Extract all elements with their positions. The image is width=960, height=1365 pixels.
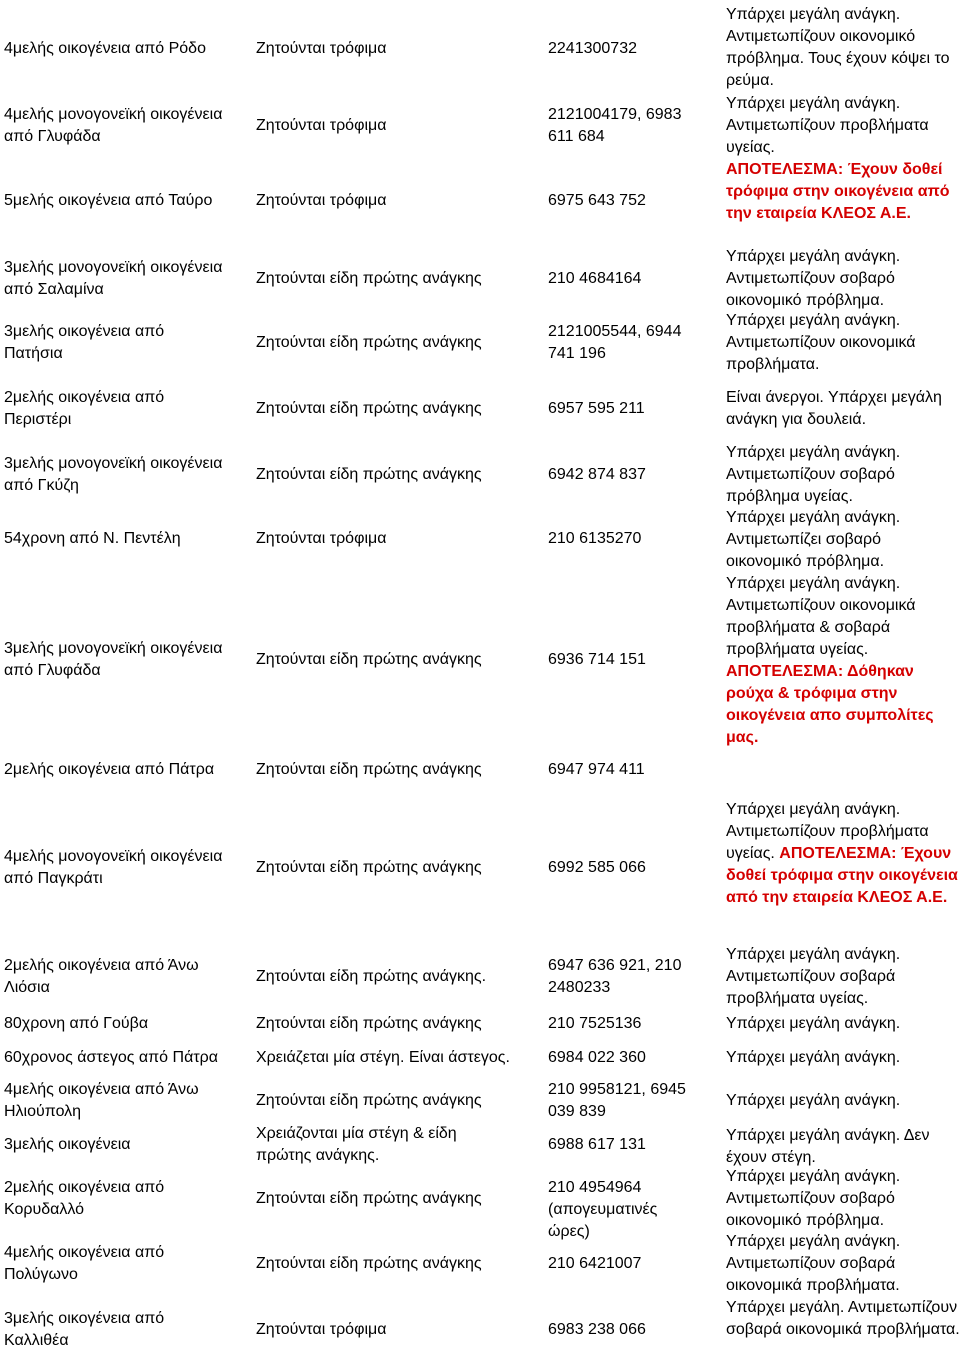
result-note: ΑΠΟΤΕΛΕΣΜΑ: Δόθηκαν ρούχα & τρόφιμα στην οικογένεια απο συμπολίτες μας. (726, 663, 934, 746)
family-cell: 2μελής οικογένεια από Κορυδαλλό (4, 1179, 165, 1218)
family-cell: 3μελής οικογένεια από Καλλιθέα (4, 1310, 165, 1349)
phone-cell: 6947 636 921, 210 2480233 (548, 957, 682, 996)
phone-cell: 210 6135270 (548, 530, 642, 547)
need-cell: Ζητούνται είδη πρώτης ανάγκης (256, 1015, 482, 1032)
phone-cell: 210 6421007 (548, 1255, 642, 1272)
need-cell: Ζητούνται τρόφιμα (256, 192, 387, 209)
phone-cell: 6975 643 752 (548, 192, 646, 209)
phone-cell: 6992 585 066 (548, 859, 646, 876)
family-cell: 60χρονος άστεγος από Πάτρα (4, 1049, 218, 1066)
phone-cell: 6983 238 066 (548, 1321, 646, 1338)
need-cell: Ζητούνται είδη πρώτης ανάγκης (256, 466, 482, 483)
note-cell: Υπάρχει μεγάλη. Αντιμετωπίζουν σοβαρά οικονομικά προβλήματα. (726, 1299, 960, 1338)
note-cell: Υπάρχει μεγάλη ανάγκη. Αντιμετωπίζουν οικονομικό πρόβλημα. Τους έχουν κόψει το ρεύμα. (726, 6, 950, 89)
phone-cell: 6942 874 837 (548, 466, 646, 483)
family-cell: 4μελής μονογονεϊκή οικογένεια από Γλυφάδα (4, 106, 223, 145)
note-cell: Υπάρχει μεγάλη ανάγκη. Αντιμετωπίζουν σοβαρό οικονομικό πρόβλημα. (726, 248, 901, 309)
phone-cell: 2241300732 (548, 40, 637, 57)
note-cell: Υπάρχει μεγάλη ανάγκη. Αντιμετωπίζουν οικονομικά προβλήματα. (726, 312, 916, 373)
family-cell: 4μελής οικογένεια από Ρόδο (4, 40, 206, 57)
note-cell: Υπάρχει μεγάλη ανάγκη. Αντιμετωπίζουν οικονομικά προβλήματα & σοβαρά προβλήματα υγείας. (726, 575, 916, 658)
need-cell: Ζητούνται είδη πρώτης ανάγκης (256, 400, 482, 417)
need-cell: Ζητούνται τρόφιμα (256, 1321, 387, 1338)
family-cell: 54χρονη από Ν. Πεντέλη (4, 530, 181, 547)
family-cell: 2μελής οικογένεια από Άνω Λιόσια (4, 957, 199, 996)
result-note: ΑΠΟΤΕΛΕΣΜΑ: Έχουν δοθεί τρόφιμα στην οικογένεια από την εταιρεία ΚΛΕΟΣ Α.Ε. (726, 845, 958, 906)
family-cell: 2μελής οικογένεια από Πάτρα (4, 761, 215, 778)
need-cell: Ζητούνται είδη πρώτης ανάγκης (256, 761, 482, 778)
need-cell: Ζητούνται είδη πρώτης ανάγκης (256, 651, 482, 668)
need-cell: Ζητούνται είδη πρώτης ανάγκης. (256, 968, 487, 985)
need-cell: Ζητούνται είδη πρώτης ανάγκης (256, 859, 482, 876)
result-note: ΑΠΟΤΕΛΕΣΜΑ: Έχουν δοθεί τρόφιμα στην οικογένεια από την εταιρεία ΚΛΕΟΣ Α.Ε. (726, 161, 950, 222)
note-cell: Υπάρχει μεγάλη ανάγκη. (726, 1049, 901, 1066)
need-cell: Ζητούνται τρόφιμα (256, 117, 387, 134)
note-cell: Υπάρχει μεγάλη ανάγκη. (726, 1092, 901, 1109)
need-cell: Ζητούνται είδη πρώτης ανάγκης (256, 1092, 482, 1109)
family-cell: 4μελής οικογένεια από Άνω Ηλιούπολη (4, 1081, 199, 1120)
need-cell: Χρειάζεται μία στέγη. Είναι άστεγος. (256, 1049, 510, 1066)
need-cell: Χρειάζονται μία στέγη & είδη πρώτης ανάγκης. (256, 1125, 457, 1164)
family-cell: 4μελής οικογένεια από Πολύγωνο (4, 1244, 165, 1283)
note-text: Υπάρχει μεγάλη ανάγκη. Αντιμετωπίζουν προβλήματα υγείας. (726, 801, 929, 862)
note-cell: Υπάρχει μεγάλη ανάγκη. Αντιμετωπίζουν προβλήματα υγείας. (726, 95, 929, 156)
need-cell: Ζητούνται είδη πρώτης ανάγκης (256, 1190, 482, 1207)
need-cell: Ζητούνται είδη πρώτης ανάγκης (256, 270, 482, 287)
note-cell: Υπάρχει μεγάλη ανάγκη. Αντιμετωπίζουν σοβαρό πρόβλημα υγείας. (726, 444, 901, 505)
family-cell: 2μελής οικογένεια από Περιστέρι (4, 389, 165, 428)
phone-cell: 2121004179, 6983 611 684 (548, 106, 682, 145)
family-cell: 3μελής οικογένεια (4, 1136, 131, 1153)
phone-cell: 210 4954964 (απογευματινές ώρες) (548, 1179, 658, 1240)
note-cell (726, 799, 960, 909)
need-cell: Ζητούνται είδη πρώτης ανάγκης (256, 334, 482, 351)
note-cell: Είναι άνεργοι. Υπάρχει μεγάλη ανάγκη για δουλειά. (726, 389, 942, 428)
family-cell: 3μελής μονογονεϊκή οικογένεια από Γλυφάδα (4, 640, 223, 679)
need-cell: Ζητούνται τρόφιμα (256, 530, 387, 547)
note-cell: Υπάρχει μεγάλη ανάγκη. Αντιμετωπίζουν σοβαρά οικονομικά προβλήματα. (726, 1233, 901, 1294)
need-cell: Ζητούνται τρόφιμα (256, 40, 387, 57)
note-cell: Υπάρχει μεγάλη ανάγκη. Δεν έχουν στέγη. (726, 1127, 930, 1166)
note-cell: Υπάρχει μεγάλη ανάγκη. Αντιμετωπίζει σοβαρό οικονομικό πρόβλημα. (726, 509, 901, 570)
note-cell: Υπάρχει μεγάλη ανάγκη. Αντιμετωπίζουν σοβαρά προβλήματα υγείας. (726, 946, 901, 1007)
phone-cell: 6984 022 360 (548, 1049, 646, 1066)
family-cell: 3μελής μονογονεϊκή οικογένεια από Γκύζη (4, 455, 223, 494)
note-cell: Υπάρχει μεγάλη ανάγκη. Αντιμετωπίζουν σοβαρό οικονομικό πρόβλημα. (726, 1168, 901, 1229)
phone-cell: 6957 595 211 (548, 400, 645, 417)
need-cell: Ζητούνται είδη πρώτης ανάγκης (256, 1255, 482, 1272)
phone-cell: 6988 617 131 (548, 1136, 646, 1153)
phone-cell: 2121005544, 6944 741 196 (548, 323, 682, 362)
phone-cell: 6936 714 151 (548, 651, 646, 668)
phone-cell: 6947 974 411 (548, 761, 645, 778)
family-cell: 3μελής οικογένεια από Πατήσια (4, 323, 165, 362)
family-cell: 5μελής οικογένεια από Ταύρο (4, 192, 213, 209)
phone-cell: 210 4684164 (548, 270, 642, 287)
family-cell: 4μελής μονογονεϊκή οικογένεια από Παγκράτι (4, 848, 223, 887)
note-cell: Υπάρχει μεγάλη ανάγκη. (726, 1015, 901, 1032)
family-cell: 80χρονη από Γούβα (4, 1015, 149, 1032)
phone-cell: 210 9958121, 6945 039 839 (548, 1081, 686, 1120)
family-cell: 3μελής μονογονεϊκή οικογένεια από Σαλαμίνα (4, 259, 223, 298)
phone-cell: 210 7525136 (548, 1015, 642, 1032)
